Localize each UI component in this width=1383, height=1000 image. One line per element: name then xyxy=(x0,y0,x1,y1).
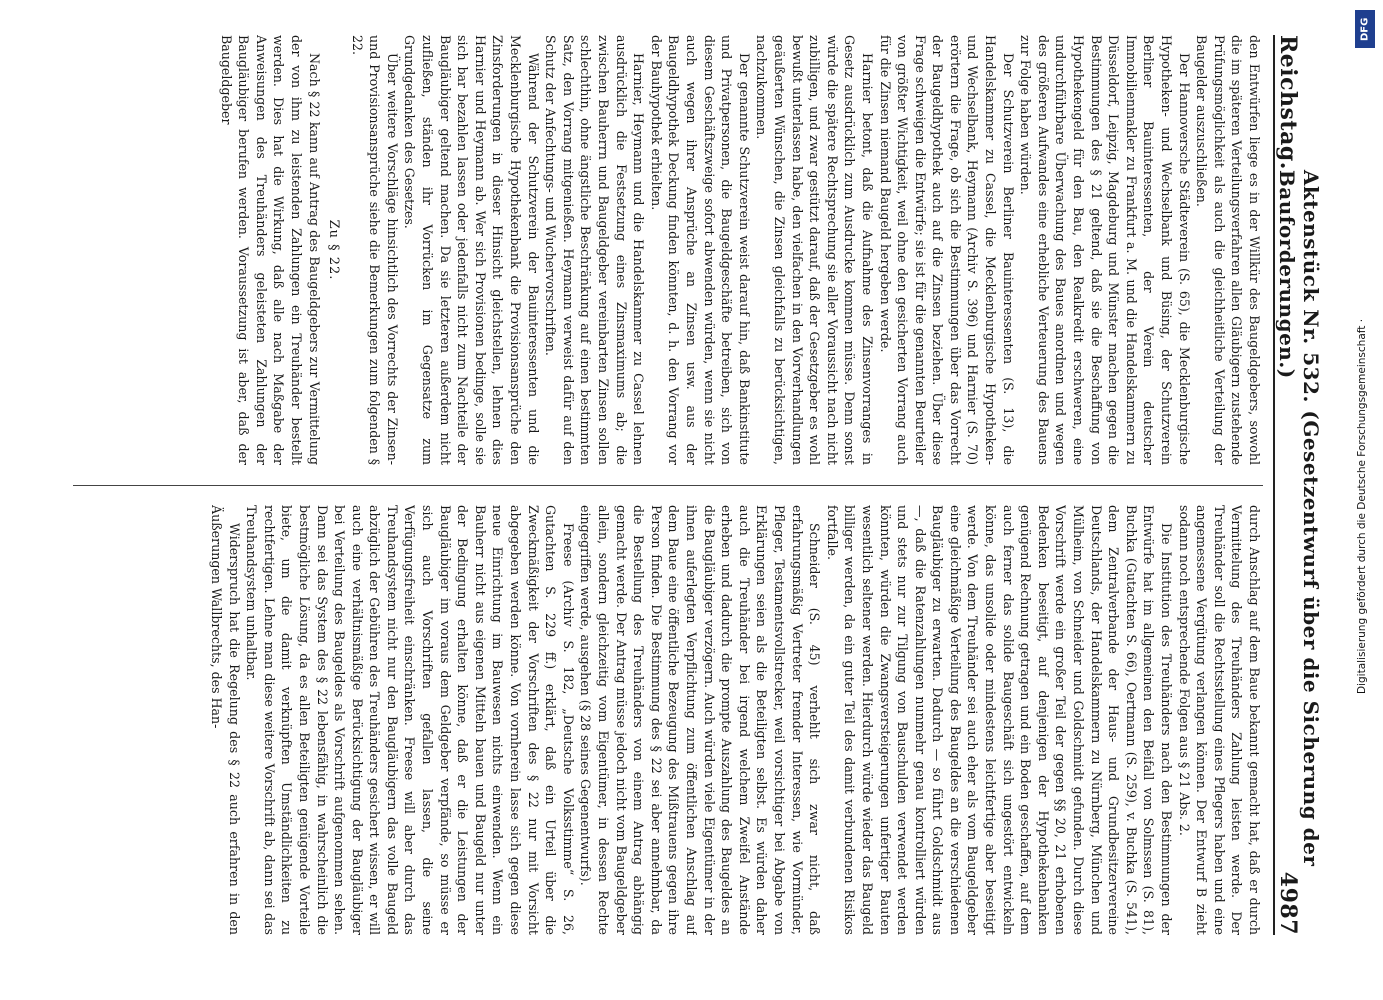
paragraph: Freese (Archiv S. 182, „Deutsche Volksstimme“ S. 26, Gutachten S. 229 ff.) erklärt, daß ein Urteil über die Zweckmäßigkeit der Vorschriften des § 22 nur mit Vorsicht abgegeben werden könne. Von vornherein lasse sich gegen diese neue Einrichtung im Bauwesen nichts einwenden. Wenn ein Bauherr nicht aus eigenen Mitteln bauen und Baugeld nur unter der Bedingung erhalten könne, daß er die Leistungen der Baugläubiger im voraus dem Geldgeber verpfände, so müsse er sich auch Vorschriften gefallen lassen, die seine Verfügungsfreiheit einschränken. Freese will aber durch das Treuhandsystem nicht nur den Baugläubigern das volle Baugeld abzüglich der Gebühren des Treuhänders gesichert wissen, er will auch eine verhältnismäßige Berücksichtigung der Baugläubiger bei Verteilung des Baugeldes als Vorschrift aufgenommen sehen. Dann sei das System des § 22 lebensfähig, in wahrscheinlich die bestmögliche Lösung, da es allen Beteiligten genügende Vorteile biete, um die damit verknüpften Umständlichkeiten zu rechtfertigen. Lehne man diese weitere Vorschrift ab, dann sei das Treuhandsystem unhaltbar. xyxy=(244,505,576,935)
right-text-column xyxy=(68,505,1263,935)
paragraph: Über weitere Vorschläge hinsichtlich des Vorrechts der Zinsen- und Provisionsansprüche siehe die Bemerkungen zum folgenden § 22. xyxy=(349,35,400,465)
paragraph: Die Institution des Treuhänders nach den Bestimmungen der Entwürfe hat im allgemeinen den Beifall von Solmssen (S. 81), Buchka (Gutachten S. 66), Oertmann (S. 259), v. Buchka (S. 541), dem Zentralverbande der Haus- und Grundbesitzervereine Deutschlands, der Handelskammern zu Nürnberg, München und Mülheim, von Schneider und Goldschmidt gefunden. Durch diese Vorschrift werde ein großer Teil der gegen §§ 20, 21 erhobenen Bedenken beseitigt, auf denjenigen der Hypothekenbanken genügend Rechnung getragen und ein Boden geschaffen, auf dem auch ferner das solide Baugeschäft sich ungestört entwickeln könne, das unsolide oder mindestens leichtfertige aber beseitigt werde. Von dem Treuhänder sei auch eher als vom Baugeldgeber eine gleichmäßige Verteilung des Baugeldes an die verschiedenen Baugläubiger zu erwarten. Dadurch — so führt Goldschmidt aus —, daß die Ratenzahlungen nunmehr genau kontrolliert würden und stets nur zur Tilgung von Bauschulden verwendet werden könnten, würden die Zwangsversteigerungen unfertiger Bauten wesentlich seltener werden. Hierdurch würde wieder das Baugeld billiger werden, da ein guter Teil des damit verbundenen Risikos fortfalle. xyxy=(824,505,1175,935)
paragraph: Der Hannoversche Städteverein (S. 65), die Mecklenburgische Hypotheken- und Wechselbank und Büsing, der Schutzverein Berliner Bauinteressenten, der Verein deutscher Immobilienmakler zu Frankfurt a. M. und die Handelskammern zu Düsseldorf, Leipzig, Magdeburg und Münster machen gegen die Bestimmungen des § 21 geltend, daß sie die Beschaffung von Hypothekengeld für den Bau, den Realkredit erschweren, eine undurchführbare Überwachung des Baues anordnen und wegen des größeren Aufwandes eine erhebliche Verteuerung des Bauens zur Folge haben würden. xyxy=(1018,35,1192,465)
header-left: Reichstag. xyxy=(1275,35,1301,170)
paragraph: Der Schutzverein Berliner Bauinteressenten (S. 13), die Handelskammer zu Cassel, die Mecklenburgische Hypotheken- und Wechselbank, Heymann (Archiv S. 396) und Harnier (S. 70) erörtern die Frage, ob sich die Bestimmungen über das Vorrecht der Baugeldhypothek auch auf die Zinsen beziehen. Über diese Frage schweigen die Entwürfe; sie ist für die genannten Beurteiler von größter Wichtigkeit, weil ohne den gesicherten Vorrang auch für die Zinsen niemand Baugeld hergeben werde. xyxy=(877,35,1016,465)
paragraph: durch Anschlag auf dem Baue bekannt gemacht hat, daß er durch Vermittelung des Treuhänders Zahlung leisten werde. Der Treuhänder soll die Rechtsstellung eines Pflegers haben und eine angemessene Vergütung verlangen können. Der Entwurf B zieht sodann noch entsprechende Folgen aus § 21 Abs. 2. xyxy=(1176,505,1262,935)
paragraph: Widerspruch hat die Regelung des § 22 auch erfahren in den Äußerungen Wallbrechts, des Han- xyxy=(208,505,242,935)
page-header xyxy=(1273,35,1323,935)
page-number: 4987 xyxy=(1275,871,1301,935)
section-heading: Zu § 22. xyxy=(326,219,342,281)
credit-text: Digitalisierung gefördert durch die Deutsche Forschungsgemeinschaft · xyxy=(1356,318,1368,694)
paragraph: Während der Schutzverein der Bauinteressenten und die Mecklenburgische Hypothekenbank die Provisionsansprüche den Zinsforderungen in dieser Hinsicht gleichstellen, lehnen dies Harnier und Heymann ab. Wer sich Provisionen bedinge, solle sie sich bar bezahlen lassen oder jedenfalls nicht zum Nachteile der Baugläubiger geltend machen. Da sie letzteren außerdem nicht zufließen, ständen ihr Vorrücken im Gegensatze zum Grundgedanken des Gesetzes. xyxy=(402,35,541,465)
paragraph: Harnier betont, daß die Aufnahme des Zinsenvorranges in Gesetz ausdrücklich zum Ausdrucke kommen müsse. Denn sonst würde die spätere Rechtsprechung sie aller Voraussicht nach nicht zubilligen, und zwar gestützt darauf, daß der Gesetzgeber es wohl bewußt unterlassen habe, den vielfachen in den Vorverhandlungen geäußerten Wünschen, die Zinsen gleichfalls zu berücksichtigen, nachzukommen. xyxy=(754,35,875,465)
header-title: Aktenstück Nr. 532. (Gesetzentwurf über die Sicherung der Bauforderungen.) xyxy=(1275,169,1323,867)
paragraph: Nach § 22 kann auf Antrag des Baugeldgebers zur Vermittelung der von ihm zu leistenden Zahlungen ein Treuhänder bestellt werden. Dies hat die Wirkung, daß alle nach Maßgabe der Anweisungen des Treuhänders geleisteten Zahlungen der Baugläubiger berufen werden. Voraussetzung ist aber, daß der Baugeldgeber xyxy=(218,35,322,465)
paragraph: Der genannte Schutzverein weist darauf hin, daß Bankinstitute und Privatpersonen, die Baugeldgeschäfte betreiben, sich von diesem Geschäftszweige sofort abwenden würden, wenn sie nicht auch wegen ihrer Ansprüche an Zinsen usw. aus der Baugeldhypothek Deckung finden könnten, d. h. den Vorrang vor der Bauhypothek erhielten. xyxy=(648,35,752,465)
digitization-credit xyxy=(1352,6,1378,996)
dfg-logo: DFG xyxy=(1355,10,1375,48)
left-text-column xyxy=(68,35,1263,465)
column-divider xyxy=(73,485,1263,486)
paragraph: Harnier, Heymann und die Handelskammer zu Cassel lehnen ausdrücklich die Festsetzung eines Zinsmaximums ab; die zwischen Bauherrn und Baugeldgeber vereinbarten Zinsen sollen schlechthin, ohne ängstliche Beschränkung auf einen bestimmten Satz, den Vorrang mitgenießen. Heymann verweist dafür auf den Schutz der Anfechtungs- und Wuchervorschriften. xyxy=(543,35,647,465)
paragraph: den Entwürfen liege es in der Willkür des Baugeldgebers, sowohl die im späteren Verteilungsverfahren allen Gläubigern zustehende Prüfungsmöglichkeit als auch die gleichheitliche Verteilung der Baugelder auszuschließen. xyxy=(1194,35,1262,465)
rotated-print-area xyxy=(55,35,1323,935)
paragraph: Schneider (S. 45) verhehlt sich zwar nicht, daß erfahrungsmäßig Vertreter fremder Interessen, wie Vormünder, Pfleger, Testamentsvollstrecker, weil vorsichtiger bei Abgabe von Erklärungen seien als die Beteiligten selbst. Es würden daher auch die Treuhänder bei irgend welchem Zweifel Anstände erheben und dadurch die prompte Auszahlung des Baugeldes an die Baugläubiger verzögern. Auch würden viele Eigentümer in der ihnen auferlegten Verpflichtung zum öffentlichen Anschlag auf dem Baue eine öffentliche Bezeugung des Mißtrauens gegen ihre Person finden. Die Bestimmung des § 22 sei aber annehmbar, da die Bestellung des Treuhänders von einem Antrag abhängig gemacht werde. Der Antrag müsse jedoch nicht vom Baugeldgeber allein, sondern gleichzeitig vom Eigentümer, in dessen Rechte eingegriffen werde, ausgehen (§ 28 seines Gegenentwurfs). xyxy=(578,505,823,935)
